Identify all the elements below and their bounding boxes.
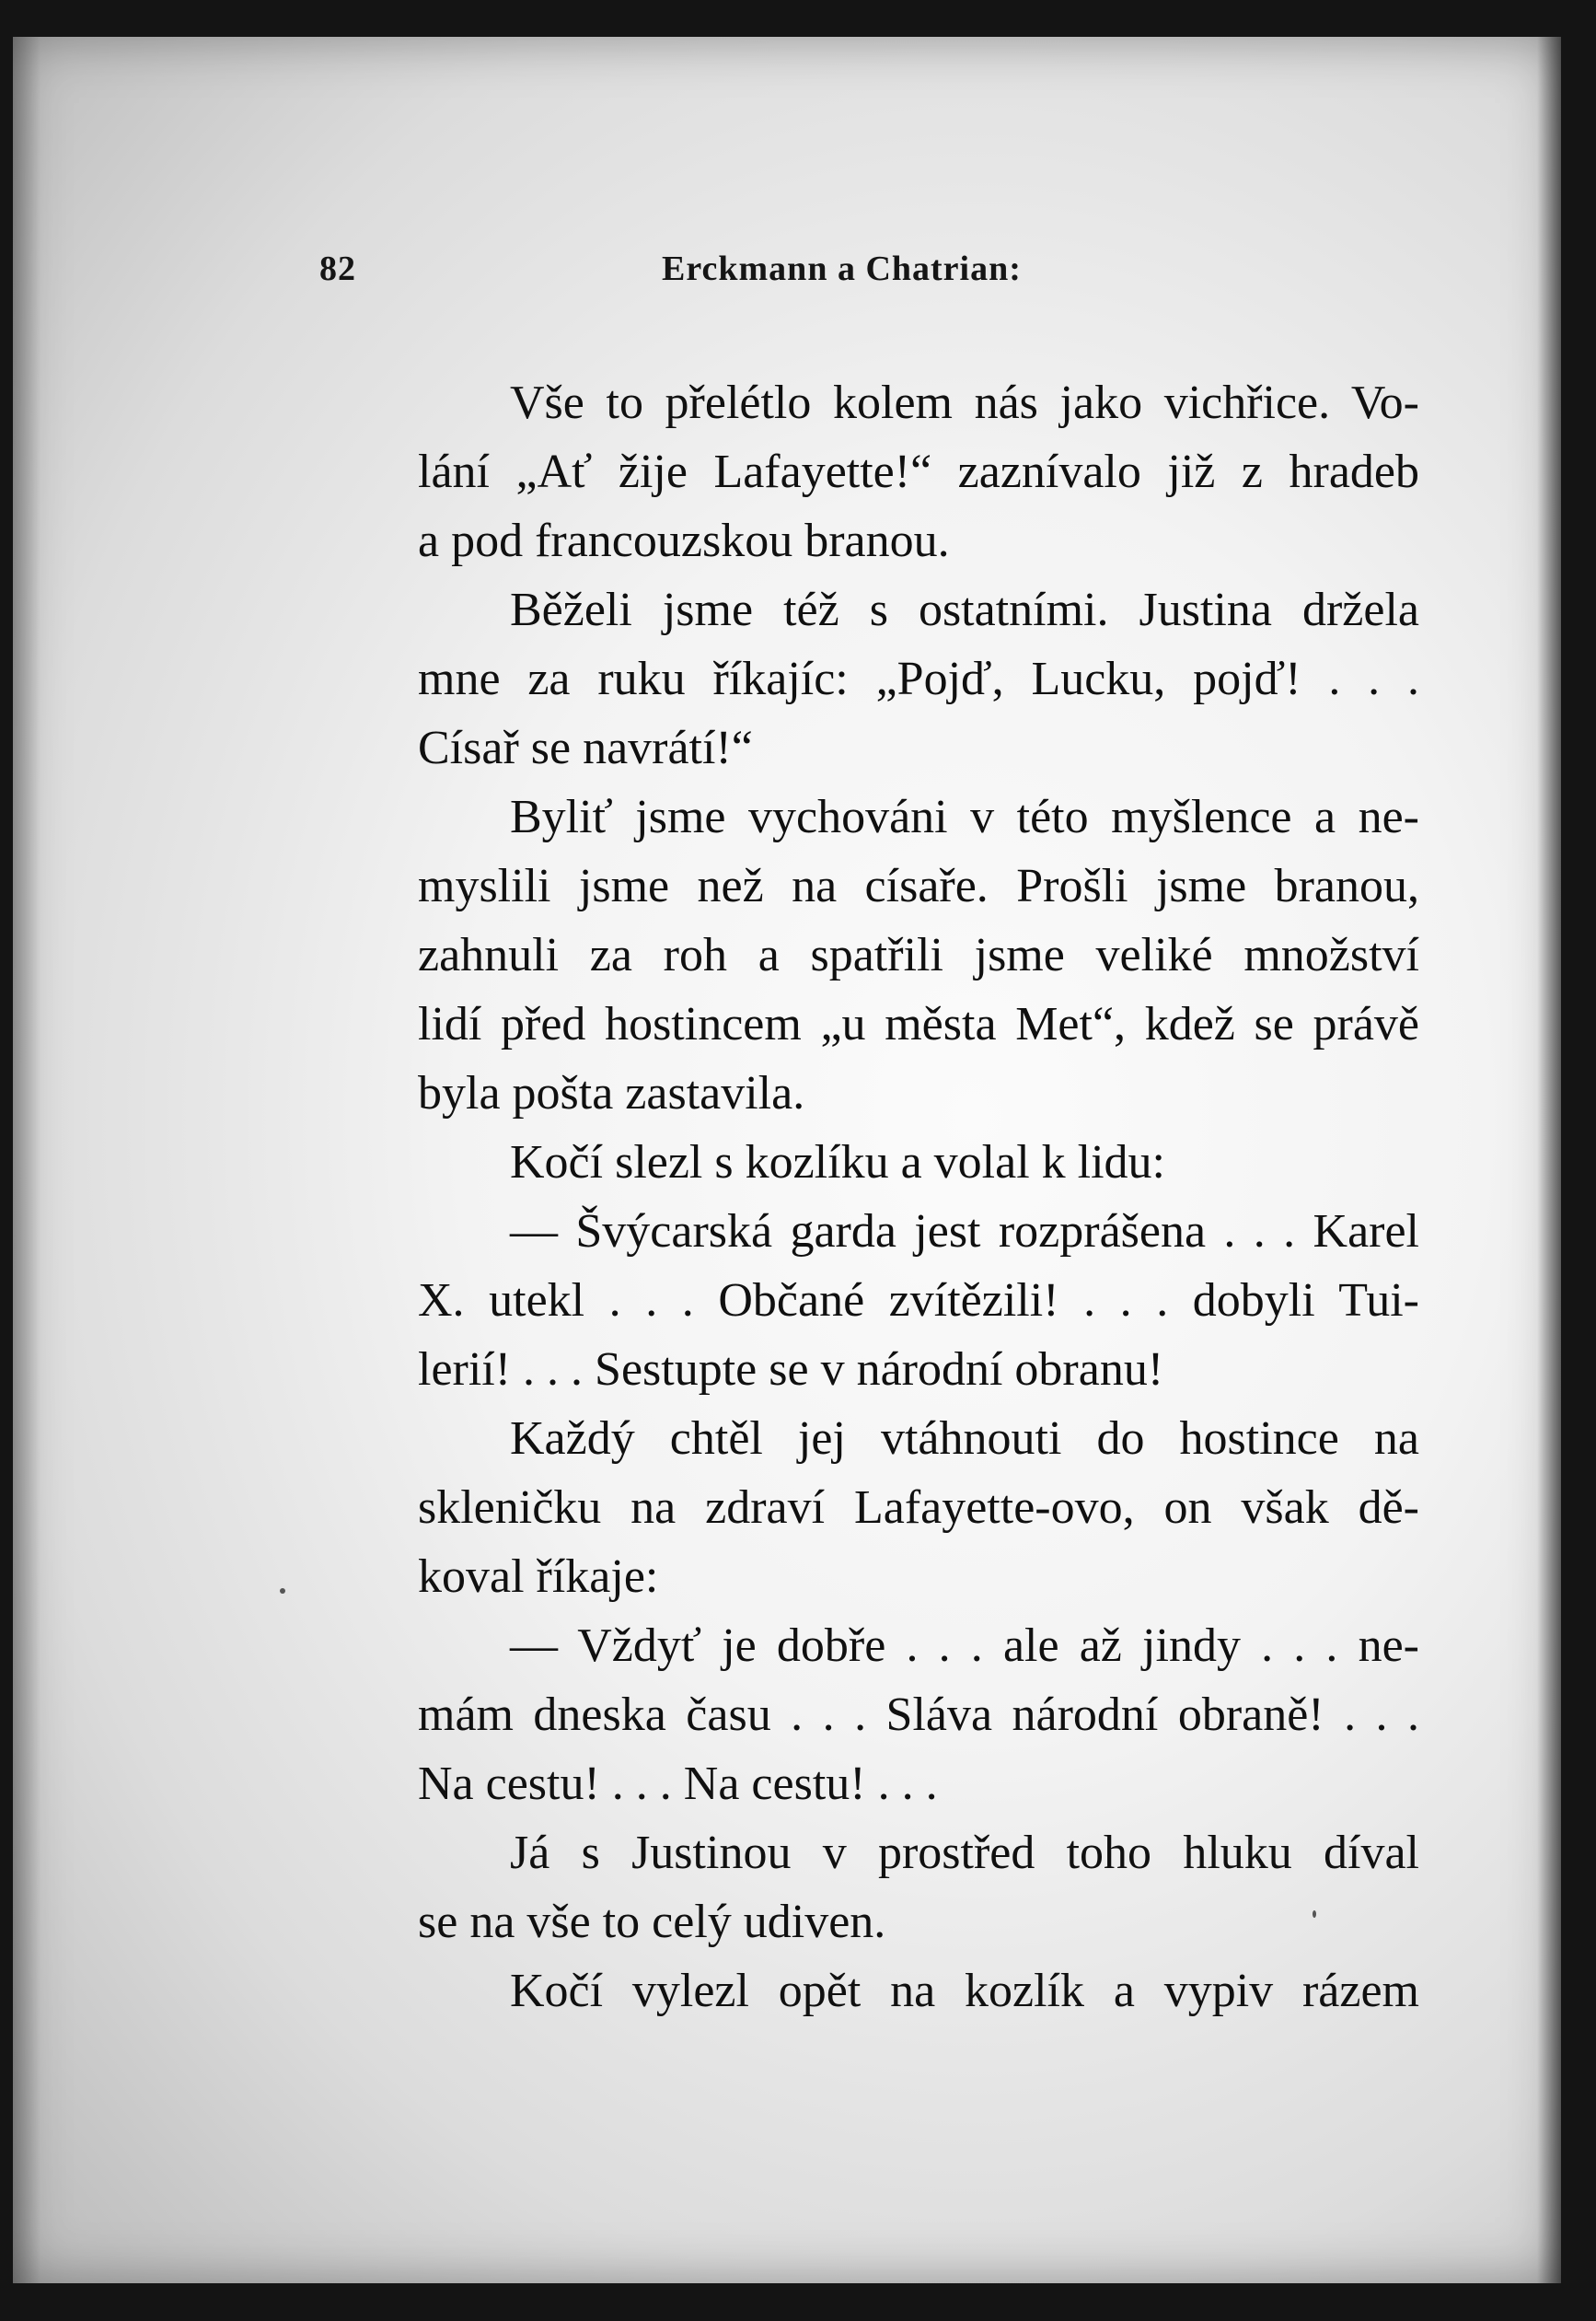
page-shadow-left [13,37,40,2283]
stray-ink-mark [1313,1910,1316,1918]
paragraph [326,1611,1419,1818]
book-page [13,37,1561,2283]
page-number: 82 [319,250,356,288]
page-header [319,249,1419,304]
paragraph [326,575,1419,783]
body-text [326,368,1419,2025]
text-line: X. utekl . . . Občané zvítězili! . . . dobyli Tui- [418,1274,1419,1327]
stray-ink-mark [280,1588,285,1594]
text-line: lidí před hostincem „u města Met“, kdež se právě [418,998,1419,1050]
text-line: — Švýcarská garda jest rozprášena . . . Karel [510,1205,1419,1258]
text-line: Byliť jsme vychováni v této myšlence a ne- [510,791,1419,843]
text-line: myslili jsme než na císaře. Prošli jsme branou, [418,860,1419,912]
text-line: skleničku na zdraví Lafayette-ovo, on však dě- [418,1481,1419,1534]
text-line: se na vše to celý udiven. [418,1896,886,1948]
text-line: Běželi jsme též s ostatními. Justina držela [510,584,1419,636]
text-line: byla pošta zastavila. [418,1067,805,1120]
text-line: koval říkaje: [418,1550,659,1603]
text-line: mám dneska času . . . Sláva národní obraně! . . . [418,1689,1419,1741]
paragraph [326,1197,1419,1404]
running-title: Erckmann a Chatrian: [662,250,1022,288]
paragraph [326,783,1419,1128]
text-line: Já s Justinou v prostřed toho hluku díval [510,1827,1419,1879]
text-line: mne za ruku říkajíc: „Pojď, Lucku, pojď! . . . [418,653,1419,705]
text-line: lání „Ať žije Lafayette!“ zaznívalo již z hradeb [418,446,1419,498]
text-line: Císař se navrátí!“ [418,722,753,774]
paragraph [326,368,1419,575]
text-line: Na cestu! . . . Na cestu! . . . [418,1758,938,1810]
text-line: Každý chtěl jej vtáhnouti do hostince na [510,1412,1419,1465]
text-line: zahnuli za roh a spatřili jsme veliké množství [418,929,1419,981]
text-line: a pod francouzskou branou. [418,515,950,567]
paragraph [326,1404,1419,1611]
text-line: Kočí vylezl opět na kozlík a vypiv rázem [510,1965,1419,2017]
page-shadow-right [1537,37,1561,2283]
text-line: Vše to přelétlo kolem nás jako vichřice. Vo- [510,377,1419,429]
paragraph [326,1128,1419,1197]
text-line: Kočí slezl s kozlíku a volal k lidu: [510,1136,1165,1189]
text-line: — Vždyť je dobře . . . ale až jindy . . . ne- [510,1619,1419,1672]
text-line: lerií! . . . Sestupte se v národní obranu! [418,1343,1164,1396]
paragraph [326,1956,1419,2025]
paragraph [326,1818,1419,1956]
